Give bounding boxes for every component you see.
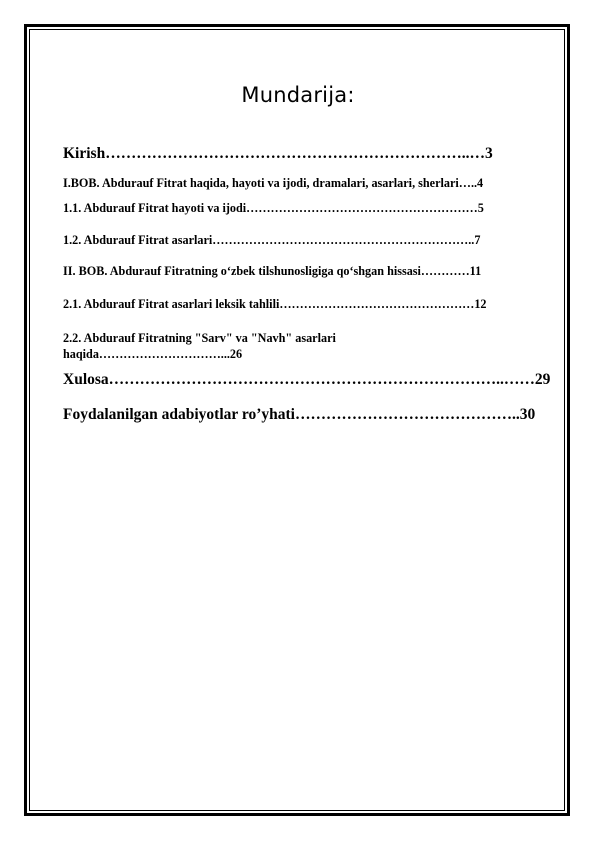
toc-entry-2-2: 2.2. Abdurauf Fitratning "Sarv" va "Navh" asarlari haqida…………………………...26	[63, 331, 336, 361]
page-title: Mundarija:	[241, 83, 355, 107]
toc-entry-1-2: 1.2. Abdurauf Fitrat asarlari………………………………………………………..7	[63, 233, 481, 247]
toc-entry-2-1: 2.1. Abdurauf Fitrat asarlari leksik tahlili…………………………………………12	[63, 297, 487, 311]
toc-entry-chapter-2: II. BOB. Abdurauf Fitratning o‘zbek tilshunosligiga qo‘shgan hissasi…………11	[63, 264, 482, 278]
toc-entry-kirish: Kirish……………………………………………………………..…3	[63, 145, 493, 162]
toc-entry-adabiyotlar: Foydalanilgan adabiyotlar ro’yhati……………………………………..30	[63, 406, 536, 423]
toc-entry-xulosa: Xulosa…………………………………………………………………..……29	[63, 371, 551, 388]
toc-entry-1-1: 1.1. Abdurauf Fitrat hayoti va ijodi…………………………………………………5	[63, 201, 484, 215]
toc-entry-chapter-1: I.BOB. Abdurauf Fitrat haqida, hayoti va ijodi, dramalari, asarlari, sherlari…..4	[63, 176, 484, 190]
